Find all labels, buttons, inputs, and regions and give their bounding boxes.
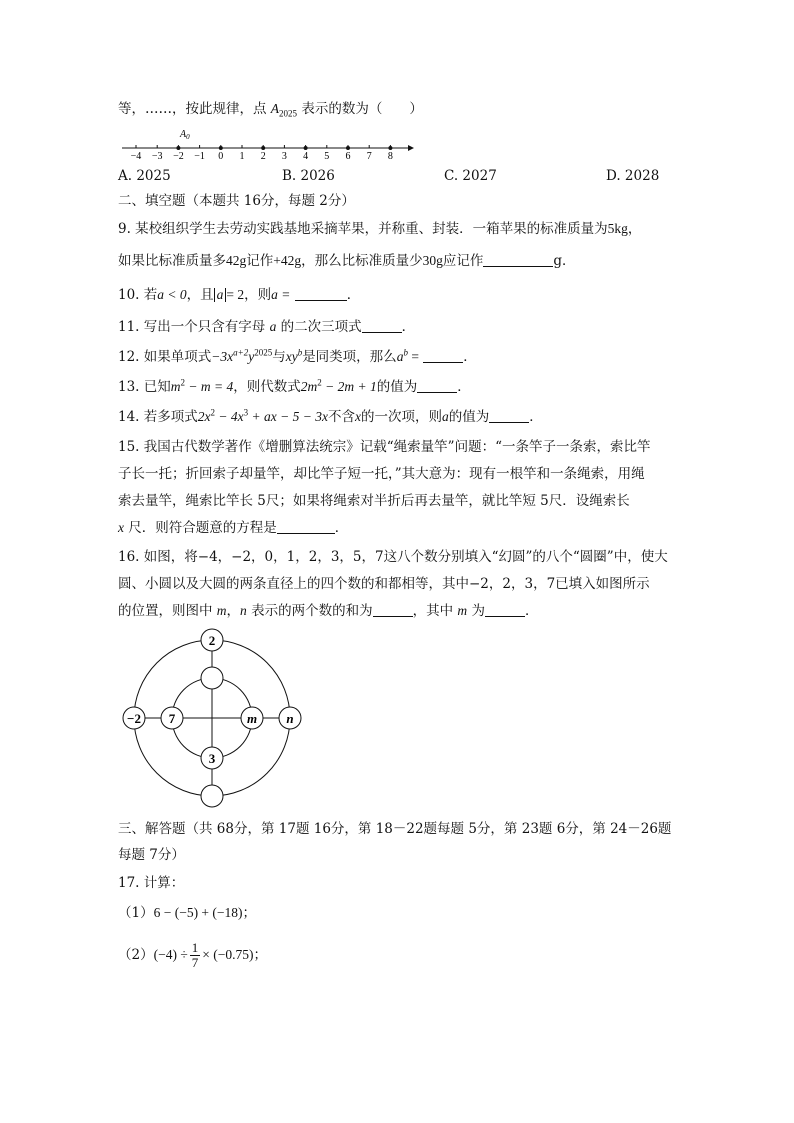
q15-end: ． bbox=[334, 520, 349, 536]
q13-e1b: − m = 4 bbox=[185, 379, 234, 394]
q16-magic-circle bbox=[110, 622, 320, 818]
q17-p2-a: (−4) ÷ bbox=[153, 947, 188, 962]
q9-value1: 5kg bbox=[607, 221, 628, 236]
fraction-denominator: 7 bbox=[191, 955, 199, 970]
q9-v3: 30g bbox=[422, 253, 443, 268]
q12-m2-exp: b bbox=[297, 347, 303, 358]
q14-b: 不含 bbox=[327, 409, 355, 425]
q10-end: ． bbox=[346, 287, 361, 303]
q14-p1: 2x bbox=[197, 409, 211, 424]
node-inner-right bbox=[241, 707, 263, 729]
q12-m3-exp: b bbox=[403, 347, 408, 358]
q16-sep: ， bbox=[226, 603, 241, 619]
svg-text:3: 3 bbox=[208, 751, 216, 766]
q15-line4 bbox=[118, 519, 348, 537]
q16-line1: 16. 如图，将−4，−2，0，1，2，3，5，7这八个数分别填入“幻圆”的八个“圆圈”中，使大 bbox=[118, 549, 668, 565]
q17-part1 bbox=[118, 904, 256, 922]
svg-text:n: n bbox=[286, 711, 294, 726]
q9-text1: 9. 某校组织学生去劳动实践基地采摘苹果，并称重、封装．一箱苹果的标准质量为 bbox=[118, 221, 608, 237]
q13-c: 的值为 bbox=[376, 379, 418, 395]
svg-text:2: 2 bbox=[208, 633, 216, 648]
q9-text2b: 记作 bbox=[246, 253, 274, 269]
q14-c: 的一次项，则 bbox=[360, 409, 442, 425]
q8-option-a[interactable]: A. 2025 bbox=[118, 168, 171, 184]
q17-title: 17. 计算： bbox=[118, 875, 185, 891]
q14-p2-exp: 3 bbox=[243, 407, 249, 418]
q14-x: x bbox=[354, 409, 361, 424]
q10-cond: a < 0 bbox=[157, 287, 187, 302]
node-right bbox=[279, 707, 301, 729]
q14-d: 的值为 bbox=[448, 409, 490, 425]
number-line-dot bbox=[261, 146, 265, 150]
q14-answer-blank[interactable] bbox=[489, 408, 529, 423]
q8-option-b[interactable]: B. 2026 bbox=[282, 168, 335, 184]
q9-answer-blank[interactable] bbox=[483, 252, 553, 267]
q12-b: 与 bbox=[272, 349, 286, 365]
q8-point-sub: 2025 bbox=[279, 108, 298, 119]
q12-m1-yexp: 2025 bbox=[254, 347, 273, 358]
q12-end: ． bbox=[463, 349, 477, 365]
q15-line2: 子长一托；折回索子却量竿，却比竿子短一托，”其大意为：现有一根竿和一条绳索，用绳 bbox=[118, 466, 645, 482]
q9-end2: g． bbox=[553, 253, 576, 269]
q9-end1: ， bbox=[627, 221, 642, 237]
svg-text:−2: −2 bbox=[127, 711, 141, 726]
q16-m: m bbox=[216, 603, 227, 618]
q13-e1: m bbox=[170, 379, 181, 394]
q13-e2b: − 2m + 1 bbox=[321, 379, 377, 394]
number-line-dot bbox=[304, 146, 308, 150]
q14-av: a bbox=[441, 409, 449, 424]
q13-e2-exp: 2 bbox=[317, 377, 322, 388]
q17-p1-end: ； bbox=[242, 905, 257, 921]
q8-stem-suffix: 表示的数为（ ） bbox=[301, 101, 423, 117]
node-inner-top bbox=[201, 667, 223, 689]
q10-b: ，且 bbox=[186, 287, 214, 303]
q17-p1-expr: 6 − (−5) + (−18) bbox=[153, 905, 243, 920]
q10-d: ，则 bbox=[244, 287, 272, 303]
q14-a: 14. 若多项式 bbox=[118, 409, 198, 425]
q10-e: a = bbox=[271, 287, 291, 302]
q16-c: ，其中 bbox=[412, 603, 454, 619]
q8-number-line bbox=[118, 126, 418, 160]
q16-end: ． bbox=[524, 603, 539, 619]
q11-line bbox=[118, 318, 415, 336]
q16-n: n bbox=[240, 603, 247, 618]
number-line-tick-label: 0 bbox=[218, 151, 224, 160]
q10-line bbox=[118, 286, 360, 304]
q12-line bbox=[118, 348, 477, 366]
number-line-tick-label: −4 bbox=[130, 151, 142, 160]
q9-text2d: 应记作 bbox=[442, 253, 484, 269]
q10-c: = 2 bbox=[226, 287, 245, 302]
q8-point-letter: A bbox=[270, 101, 280, 116]
node-inner-left bbox=[161, 707, 183, 729]
q14-end: ． bbox=[529, 409, 543, 425]
q13-a: 13. 已知 bbox=[118, 379, 171, 395]
q8-stem-prefix: 等，……，按此规律，点 bbox=[118, 101, 267, 117]
number-line-arrow bbox=[408, 145, 414, 151]
number-line-tick-label: −3 bbox=[151, 151, 163, 160]
q17-p2-label: （2） bbox=[118, 947, 154, 963]
q16-d: 为 bbox=[471, 603, 485, 619]
q16-a: 的位置，则图中 bbox=[118, 603, 213, 619]
q8-option-c[interactable]: C. 2027 bbox=[444, 168, 497, 184]
svg-text:m: m bbox=[246, 711, 258, 726]
q16-b: 表示的两个数的和为 bbox=[251, 603, 373, 619]
q12-m1-y: y bbox=[248, 349, 255, 364]
q13-e2: 2m bbox=[300, 379, 318, 394]
node-bottom bbox=[201, 785, 223, 807]
number-line-tick-label: −1 bbox=[194, 151, 205, 160]
svg-text:7: 7 bbox=[168, 711, 176, 726]
q10-a: 10. 若 bbox=[118, 287, 158, 303]
q15-var: x bbox=[118, 520, 124, 535]
q9-line2 bbox=[118, 252, 576, 270]
q11-answer-blank[interactable] bbox=[362, 318, 402, 333]
number-line-tick-label: 8 bbox=[387, 151, 393, 160]
q12-m3: a bbox=[396, 349, 404, 364]
q8-stem bbox=[118, 100, 423, 118]
q15-line4-text: 尺．则符合题意的方程是 bbox=[124, 520, 277, 536]
q13-line bbox=[118, 378, 471, 396]
q12-c: 是同类项，那么 bbox=[302, 349, 397, 365]
number-line-tick-label: 2 bbox=[260, 151, 266, 160]
q11-end: ． bbox=[401, 319, 416, 335]
q12-answer-blank[interactable] bbox=[423, 348, 463, 363]
number-line-dot bbox=[219, 146, 223, 150]
q9-v2: +42g bbox=[273, 253, 302, 268]
q9-text2c: ，那么比标准质量少 bbox=[301, 253, 423, 269]
q16-line3 bbox=[118, 602, 538, 620]
q17-part2 bbox=[118, 940, 267, 970]
q12-m1: −3x bbox=[211, 349, 234, 364]
number-line-dot bbox=[388, 146, 392, 150]
q15-line3: 索去量竿，绳索比竿长 5尺；如果将绳索对半折后再去量竿，就比竿短 5尺．设绳索长 bbox=[118, 493, 630, 509]
q11-b: 的二次三项式 bbox=[280, 319, 362, 335]
node-top bbox=[201, 629, 223, 651]
q16-answer-blank-m[interactable] bbox=[485, 602, 525, 617]
number-line-point-label: $A_0$ bbox=[180, 129, 190, 141]
q14-p2: − 4x bbox=[215, 409, 244, 424]
q13-b: ，则代数式 bbox=[233, 379, 301, 395]
q13-answer-blank[interactable] bbox=[417, 378, 457, 393]
q15-line1: 15. 我国古代数学著作《增删算法统宗》记载“绳索量竿”问题：“一条竿子一条索，索比竿 bbox=[118, 439, 651, 455]
q14-p1-exp: 2 bbox=[210, 407, 216, 418]
q17-p2-end: ； bbox=[253, 947, 267, 963]
fraction-numerator: 1 bbox=[191, 940, 199, 955]
number-line-tick-label: 6 bbox=[345, 151, 351, 160]
q13-e1-exp: 2 bbox=[180, 377, 186, 388]
number-line-dot bbox=[346, 146, 350, 150]
q13-end: ． bbox=[457, 379, 471, 395]
q12-m2: xy bbox=[285, 349, 298, 364]
section3-line1: 三、解答题（共 68分，第 17题 16分，第 18－22题每题 5分，第 23题 6分，第 24－26题 bbox=[118, 821, 672, 837]
q12-d: = bbox=[407, 349, 419, 364]
q17-p1-label: （1） bbox=[118, 905, 154, 921]
q11-var: a bbox=[269, 319, 277, 334]
number-line-dot bbox=[176, 146, 180, 150]
number-line-tick-label: 4 bbox=[303, 151, 309, 160]
node-left bbox=[123, 707, 145, 729]
number-line-tick-label: 7 bbox=[366, 151, 372, 160]
q10-answer-blank[interactable] bbox=[295, 286, 347, 301]
q16-answer-blank-sum[interactable] bbox=[373, 602, 413, 617]
number-line-tick-label: −2 bbox=[173, 151, 184, 160]
node-inner-bottom bbox=[201, 747, 223, 769]
q8-option-d[interactable]: D. 2028 bbox=[606, 168, 660, 184]
q16-m2: m bbox=[457, 603, 468, 618]
q14-p3: + ax − 5 − 3x bbox=[248, 409, 328, 424]
q9-line1 bbox=[118, 220, 641, 238]
q9-v1: 42g bbox=[226, 253, 247, 268]
number-line-tick-label: 1 bbox=[239, 151, 245, 160]
q15-answer-blank[interactable] bbox=[277, 519, 335, 534]
section2-title: 二、填空题（本题共 16分，每题 2分） bbox=[118, 193, 355, 209]
number-line-tick-label: 5 bbox=[324, 151, 330, 160]
q12-a: 12. 如果单项式 bbox=[118, 349, 212, 365]
q16-line2: 圆、小圆以及大圆的两条直径上的四个数的和都相等，其中−2，2，3，7已填入如图所示 bbox=[118, 576, 650, 592]
number-line-tick-label: 3 bbox=[281, 151, 287, 160]
q11-a: 11. 写出一个只含有字母 bbox=[118, 319, 266, 335]
q17-p2-b: × (−0.75) bbox=[202, 947, 254, 962]
q14-line bbox=[118, 408, 543, 426]
q10-abs: a bbox=[214, 288, 227, 302]
q9-text2a: 如果比标准质量多 bbox=[118, 253, 226, 269]
q17-p2-fraction bbox=[190, 941, 201, 970]
section3-line2: 每题 7分） bbox=[118, 847, 185, 863]
q12-m1-exp: a+2 bbox=[233, 347, 249, 358]
